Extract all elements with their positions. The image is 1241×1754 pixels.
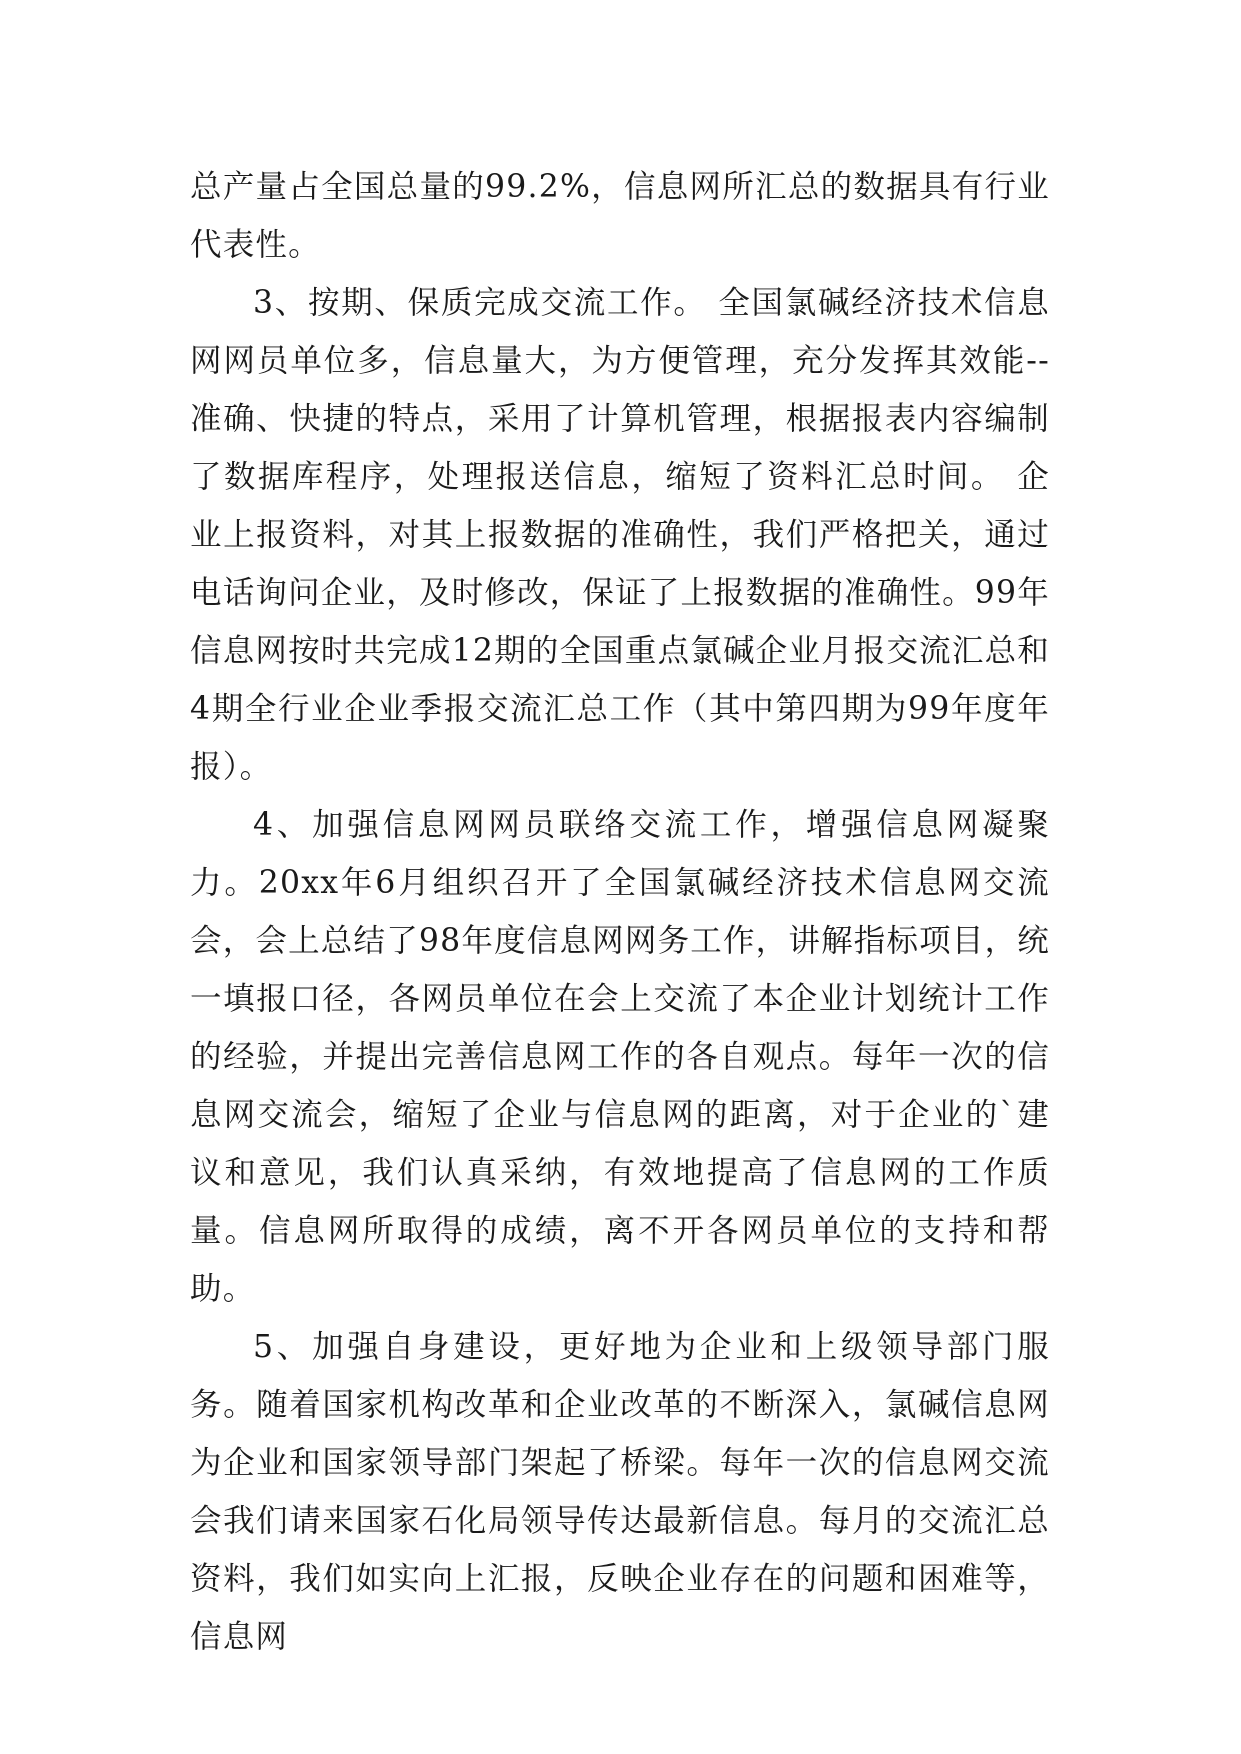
- paragraph-continuation: 总产量占全国总量的99.2%，信息网所汇总的数据具有行业代表性。: [190, 169, 1050, 263]
- paragraph-item-3: 3、按期、保质完成交流工作。 全国氯碱经济技术信息网网员单位多，信息量大，为方便管理，充分发挥其效能--准确、快捷的特点，采用了计算机管理，根据报表内容编制了数据库程序，处理报送信息，缩短了资料汇总时间。 企业上报资料，对其上报数据的准确性，我们严格把关，通过电话询问企业，及时修改，保证了上报数据的准确性。99年信息网按时共完成12期的全国重点氯碱企业月报交流汇总和4期全行业企业季报交流汇总工作（其中第四期为99年度年报）。: [190, 285, 1050, 785]
- paragraph-item-5: 5、加强自身建设，更好地为企业和上级领导部门服务。随着国家机构改革和企业改革的不断深入，氯碱信息网为企业和国家领导部门架起了桥梁。每年一次的信息网交流会我们请来国家石化局领导传达最新信息。每月的交流汇总资料，我们如实向上汇报，反映企业存在的问题和困难等，信息网: [190, 1329, 1050, 1655]
- document-body: [190, 158, 1050, 1666]
- paragraph-item-4: 4、加强信息网网员联络交流工作，增强信息网凝聚力。20xx年6月组织召开了全国氯碱经济技术信息网交流会，会上总结了98年度信息网网务工作，讲解指标项目，统一填报口径，各网员单位在会上交流了本企业计划统计工作的经验，并提出完善信息网工作的各自观点。每年一次的信息网交流会，缩短了企业与信息网的距离，对于企业的`建议和意见，我们认真采纳，有效地提高了信息网的工作质量。信息网所取得的成绩，离不开各网员单位的支持和帮助。: [190, 807, 1050, 1307]
